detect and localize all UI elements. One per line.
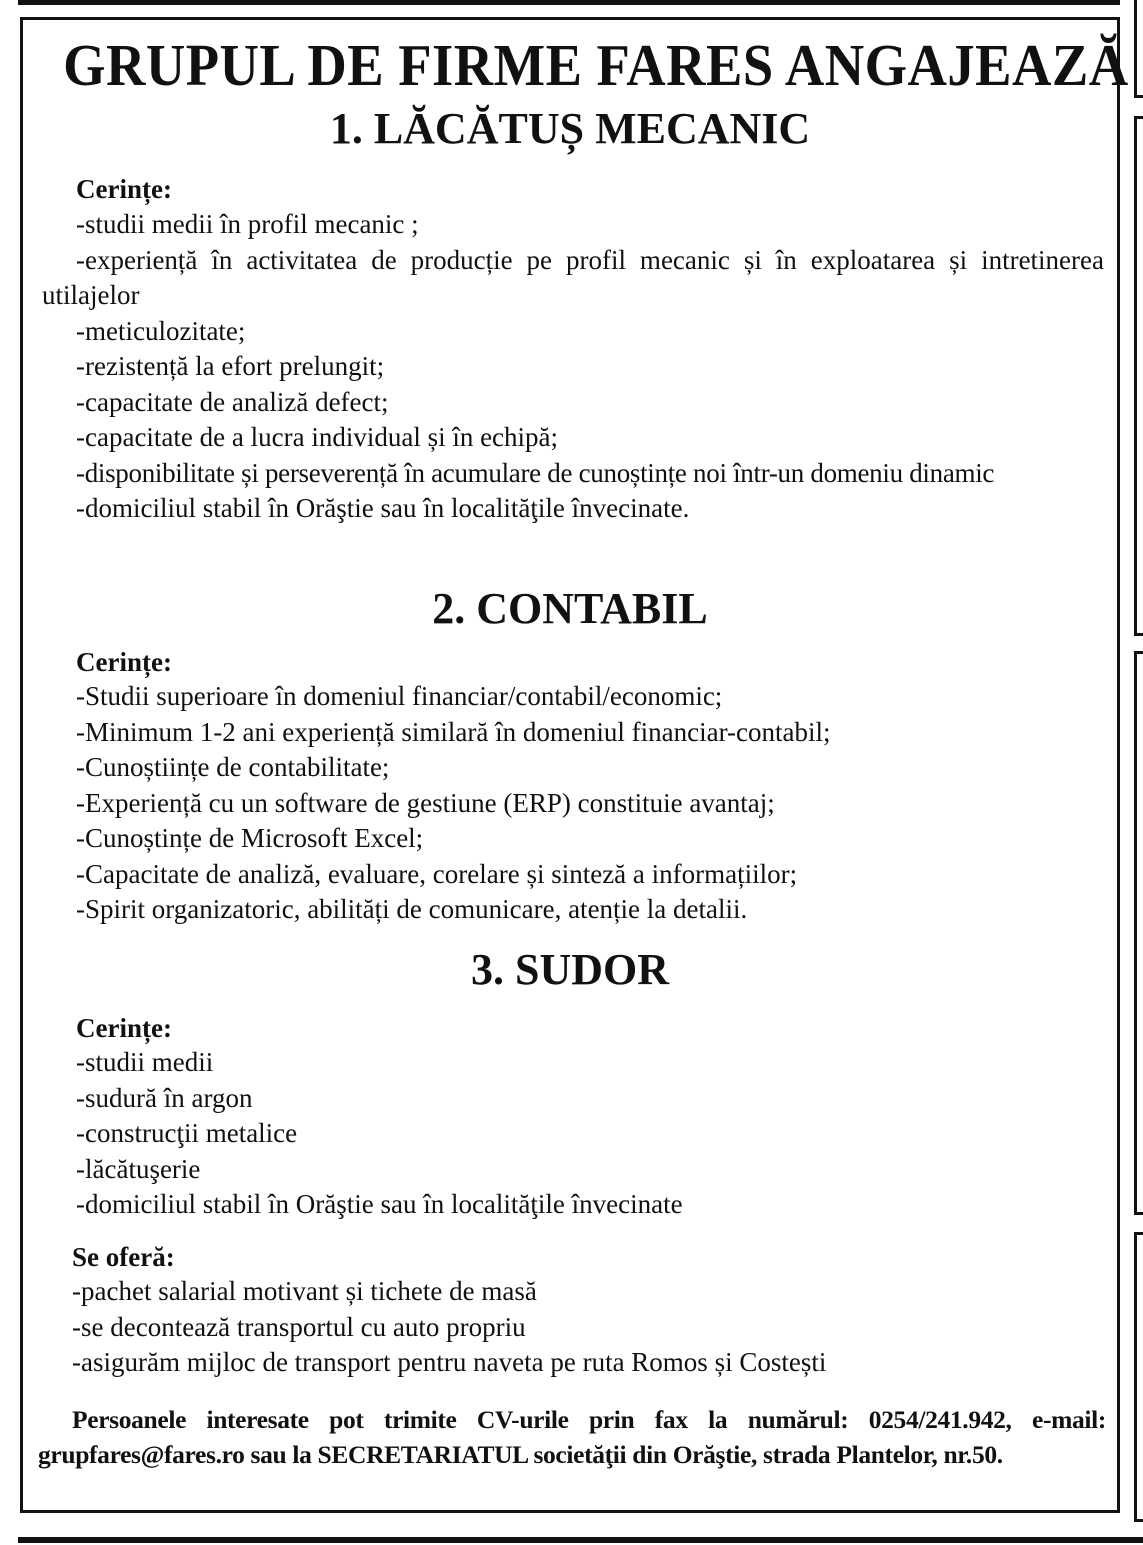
- position-title-welder: 3. SUDOR: [470, 945, 670, 994]
- requirements-label: Cerințe:: [76, 1013, 172, 1043]
- requirements-list-accountant: [76, 679, 1106, 928]
- position-title-locksmith: 1. LĂCĂTUȘ MECANIC: [329, 104, 811, 153]
- requirements-label: Cerințe:: [76, 174, 172, 204]
- requirement-item: -construcţii metalice: [76, 1118, 298, 1148]
- requirement-item: -Cunoștințe de Microsoft Excel;: [76, 823, 424, 853]
- requirement-item: -capacitate de a lucra individual și în echipă;: [76, 422, 559, 452]
- requirement-item: -Capacitate de analiză, evaluare, corelare și sinteză a informațiilor;: [76, 858, 798, 889]
- requirements-list-welder: [76, 1045, 1106, 1223]
- benefit-item: -pachet salarial motivant și tichete de masă: [72, 1276, 537, 1306]
- requirement-item: -experiență în activitatea de producție pe profil mecanic și în exploatarea și intretinerea utilajelor: [42, 244, 1104, 310]
- requirement-item: -Minimum 1-2 ani experiență similară în domeniul financiar-contabil;: [76, 716, 831, 747]
- requirement-item: -lăcătuşerie: [76, 1153, 201, 1184]
- adjacent-ad-edge: [1134, 0, 1143, 98]
- contact-info: Persoanele interesate pot trimite CV-urile prin fax la numărul: 0254/241.942, e-mail: grupfares@fares.ro sau la SECRETARIATUL societăţii din Orăştie, strada Plantelor, nr.50.: [38, 1405, 1106, 1469]
- requirement-item: -capacitate de analiză defect;: [76, 386, 389, 417]
- requirement-item: -studii medii în profil mecanic ;: [76, 209, 419, 239]
- requirement-item: -Experiență cu un software de gestiune (ERP) constituie avantaj;: [76, 787, 775, 818]
- position-title-accountant: 2. CONTABIL: [432, 584, 708, 633]
- benefit-item: -asigurăm mijloc de transport pentru naveta pe ruta Romos și Costești: [72, 1347, 827, 1377]
- top-border-rule: [18, 0, 1120, 5]
- requirement-item: -sudură în argon: [76, 1082, 253, 1113]
- ad-headline: GRUPUL DE FIRME FARES ANGAJEAZĂ: [63, 32, 1129, 98]
- requirement-item: -studii medii: [76, 1047, 214, 1077]
- requirement-item: -Cunoștiințe de contabilitate;: [76, 752, 390, 782]
- requirement-item: -disponibilitate și perseverență în acumulare de cunoștințe noi într-un domeniu dinamic: [76, 457, 995, 488]
- requirement-item: -rezistență la efort prelungit;: [76, 351, 385, 381]
- requirements-label: Cerințe:: [76, 647, 172, 677]
- bottom-border-rule: [18, 1537, 1143, 1543]
- requirement-item: -Studii superioare în domeniul financiar/contabil/economic;: [76, 681, 723, 711]
- requirement-item: -meticulozitate;: [76, 315, 246, 346]
- adjacent-ad-edge: [1134, 651, 1143, 1215]
- requirement-item: -domiciliul stabil în Orăştie sau în localităţile învecinate: [76, 1189, 683, 1219]
- requirement-item: -Spirit organizatoric, abilități de comunicare, atenție la detalii.: [76, 894, 748, 924]
- requirement-item: -domiciliul stabil în Orăştie sau în localităţile învecinate.: [76, 493, 690, 523]
- requirements-list-locksmith: [42, 207, 1104, 527]
- adjacent-ad-edge: [1134, 1232, 1143, 1522]
- benefits-list: [72, 1274, 1102, 1381]
- benefits-label: Se oferă:: [72, 1242, 175, 1272]
- benefit-item: -se decontează transportul cu auto propriu: [72, 1311, 526, 1342]
- adjacent-ad-edge: [1134, 116, 1143, 636]
